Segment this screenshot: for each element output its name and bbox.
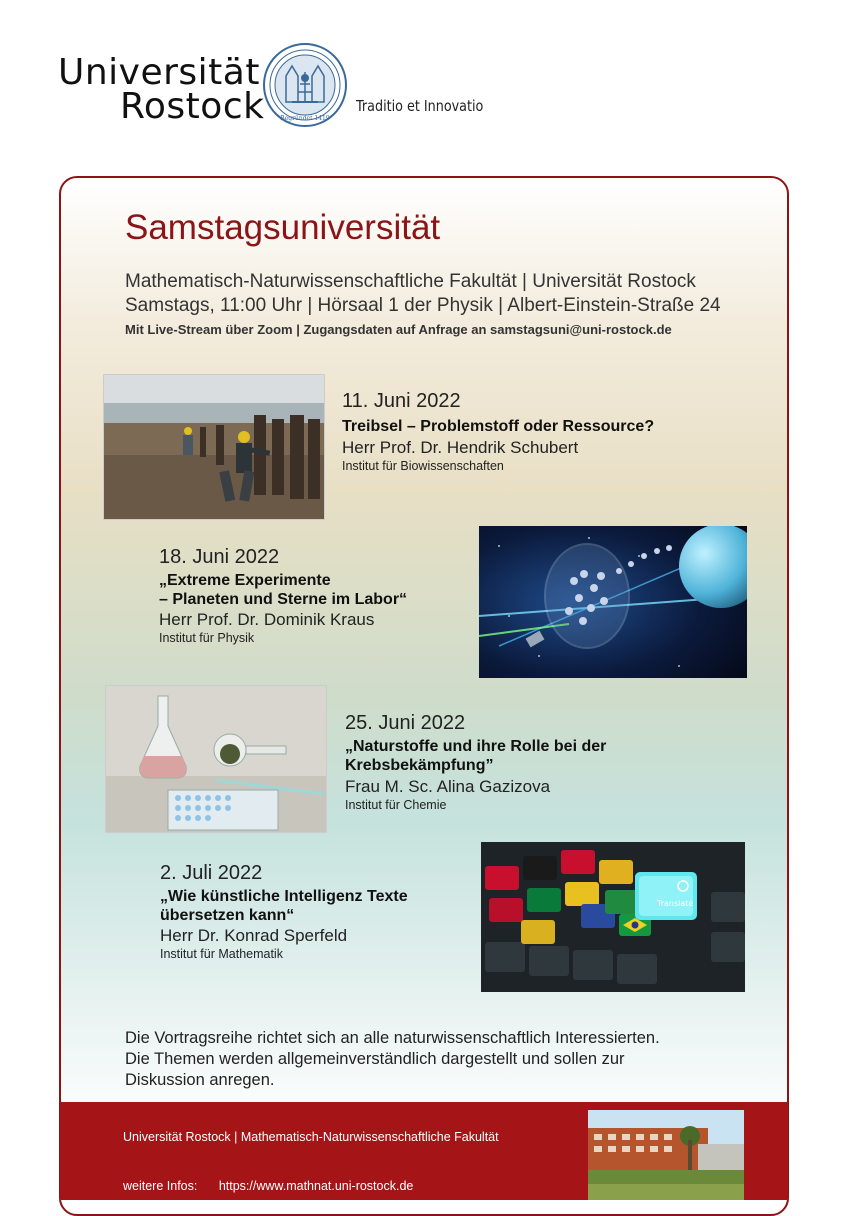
university-seal-icon — [262, 42, 348, 128]
event-title: Treibsel – Problemstoff oder Ressource? — [342, 418, 655, 435]
event-panel — [59, 176, 789, 1216]
event-speaker: Herr Prof. Dr. Hendrik Schubert — [342, 438, 579, 457]
faculty-line: Mathematisch-Naturwissenschaftliche Fakultät | Universität Rostock — [125, 271, 696, 292]
university-name-line1: Universität — [58, 52, 260, 93]
event-date: 11. Juni 2022 — [342, 390, 461, 412]
event-institute: Institut für Physik — [159, 631, 255, 645]
translate-key-label: Translate — [657, 899, 694, 908]
event-date: 2. Juli 2022 — [160, 862, 263, 884]
event-1-photo — [103, 374, 325, 520]
header — [0, 0, 848, 170]
closing-line-2: Die Themen werden allgemeinverständlich dargestellt und sollen zur — [125, 1050, 625, 1068]
livestream-line: Mit Live-Stream über Zoom | Zugangsdaten auf Anfrage an samstagsuni@uni-rostock.de — [125, 322, 672, 337]
page-title: Samstagsuniversität — [125, 208, 441, 247]
footer-faculty: Universität Rostock | Mathematisch-Naturwissenschaftliche Fakultät — [123, 1130, 499, 1144]
building-photo — [588, 1110, 744, 1200]
footer — [60, 1102, 788, 1200]
event-2-photo — [479, 526, 747, 678]
footer-url-link[interactable]: https://www.mathnat.uni-rostock.de — [218, 1179, 414, 1193]
university-name-line2: Rostock — [120, 86, 265, 127]
event-institute: Institut für Mathematik — [160, 947, 283, 961]
event-title: „Naturstoffe und ihre Rolle bei der Krebsbekämpfung” — [345, 738, 607, 774]
event-title: „Extreme Experimente – Planeten und Sterne im Labor“ — [159, 572, 408, 608]
event-institute: Institut für Chemie — [345, 798, 447, 812]
closing-text — [125, 1028, 745, 1091]
footer-info — [123, 1179, 413, 1193]
university-wordmark — [58, 52, 265, 127]
footer-info-label: weitere Infos: — [123, 1179, 198, 1193]
event-speaker: Herr Prof. Dr. Dominik Kraus — [159, 610, 375, 629]
event-date: 25. Juni 2022 — [345, 712, 466, 734]
event-speaker: Herr Dr. Konrad Sperfeld — [160, 926, 348, 945]
event-1 — [342, 389, 654, 475]
closing-line-3: Diskussion anregen. — [125, 1071, 275, 1089]
seal-inscription: Begründet 1419 — [280, 115, 330, 122]
event-title: „Wie künstliche Intelligenz Texte übersetzen kann“ — [160, 888, 408, 924]
event-3-photo — [105, 685, 327, 833]
schedule-line: Samstags, 11:00 Uhr | Hörsaal 1 der Physik | Albert-Einstein-Straße 24 — [125, 295, 721, 316]
event-2 — [159, 545, 407, 647]
event-speaker: Frau M. Sc. Alina Gazizova — [345, 777, 551, 796]
event-4-photo — [481, 842, 745, 992]
closing-line-1: Die Vortragsreihe richtet sich an alle naturwissenschaftlich Interessierten. — [125, 1029, 660, 1047]
university-motto: Traditio et Innovatio — [356, 97, 484, 115]
event-3 — [345, 711, 606, 814]
event-4 — [160, 861, 408, 963]
event-date: 18. Juni 2022 — [159, 546, 280, 568]
event-institute: Institut für Biowissenschaften — [342, 459, 504, 473]
